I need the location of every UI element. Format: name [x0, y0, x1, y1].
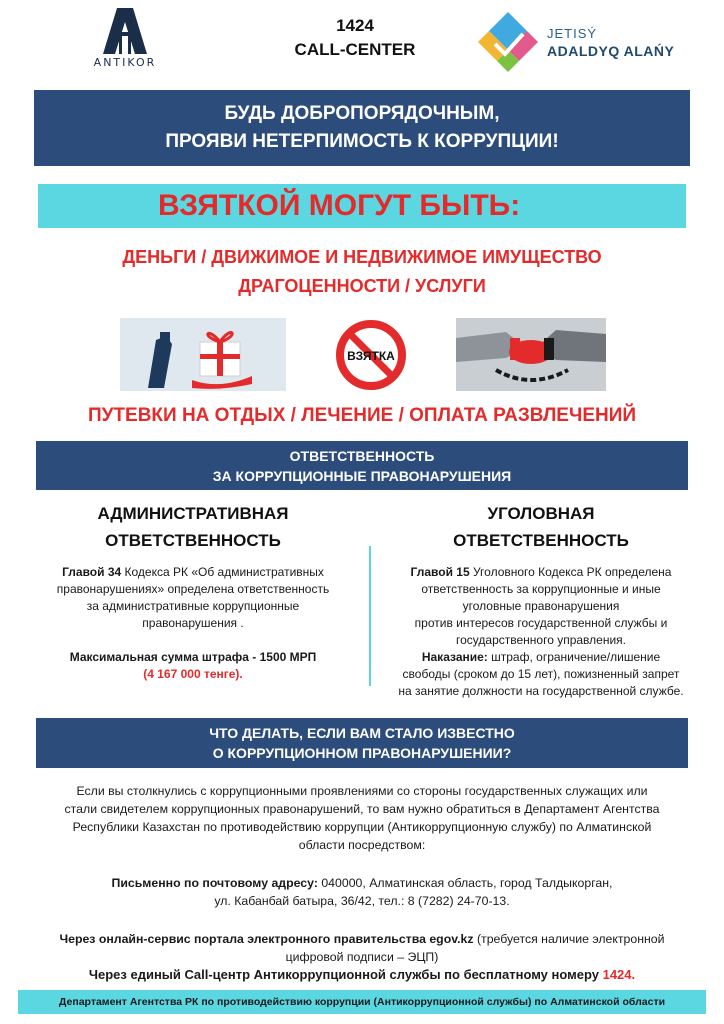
- bribe-heading: ВЗЯТКОЙ МОГУТ БЫТЬ:: [158, 189, 521, 222]
- admin-text4: правонарушения .: [142, 616, 244, 630]
- what-to-do-banner: [36, 718, 688, 768]
- gift-refusal-image: [120, 318, 286, 391]
- admin-fine-label: Максимальная сумма штрафа - 1500 МРП: [69, 650, 317, 664]
- criminal-text3: уголовные правонарушения: [462, 599, 620, 613]
- criminal-title-line2: ОТВЕТСТВЕННОСТЬ: [453, 531, 629, 550]
- top-slogan-banner: [34, 90, 690, 166]
- admin-text3: за административные коррупционные: [86, 599, 300, 613]
- what-to-do-line1: ЧТО ДЕЛАТЬ, ЕСЛИ ВАМ СТАЛО ИЗВЕСТНО: [209, 725, 515, 741]
- criminal-penalty3: на занятие должности на государственной службе.: [398, 684, 684, 698]
- mail-label: Письменно по почтовому адресу:: [111, 876, 318, 890]
- antikor-logo-text: ANTIKOR: [93, 56, 157, 69]
- jetisy-mark-icon: [475, 10, 541, 76]
- online-rest: (требуется наличие электронной: [473, 932, 665, 946]
- criminal-penalty-label: Наказание:: [421, 650, 488, 664]
- bribe-items-line1: ДЕНЬГИ / ДВИЖИМОЕ И НЕДВИЖИМОЕ ИМУЩЕСТВО: [122, 247, 602, 267]
- criminal-chapter: Главой 15: [410, 565, 470, 579]
- phone-block: [20, 966, 704, 984]
- instructions-line1: Если вы столкнулись с коррупционными проявлениями со стороны государственных служащих или: [76, 784, 648, 798]
- responsibility-banner: [36, 441, 688, 490]
- footer-text: Департамент Агентства РК по противодействию коррупции (Антикоррупционной службы) по Алматинской области: [58, 996, 666, 1008]
- jetisy-line2: ADALDYQ ALAŃY: [547, 43, 675, 59]
- bribe-heading-banner: [38, 184, 686, 228]
- jetisy-line1: JETISÝ: [547, 26, 598, 41]
- criminal-text4: против интересов государственной службы и: [414, 616, 668, 630]
- online-line2: цифровой подписи – ЭЦП): [285, 950, 439, 964]
- what-to-do-line2: О КОРРУПЦИОННОМ ПРАВОНАРУШЕНИИ?: [212, 745, 512, 761]
- gift-hand-icon: [120, 318, 286, 391]
- admin-title-line1: АДМИНИСТРАТИВНАЯ: [97, 504, 289, 523]
- admin-title: [28, 500, 358, 554]
- header: [0, 0, 724, 82]
- handcuffs-image: [456, 318, 606, 391]
- bribe-items-line2: ДРАГОЦЕННОСТИ / УСЛУГИ: [238, 276, 486, 296]
- column-divider: [369, 546, 371, 686]
- footer-banner: [18, 990, 706, 1014]
- slogan-line1: БУДЬ ДОБРОПОРЯДОЧНЫМ,: [224, 103, 500, 124]
- criminal-title: [376, 500, 706, 554]
- bribe-items: [20, 243, 704, 301]
- online-label: Через онлайн-сервис портала электронного правительства egov.kz: [59, 932, 474, 946]
- admin-title-line2: ОТВЕТСТВЕННОСТЬ: [105, 531, 281, 550]
- criminal-text1: Уголовного Кодекса РК определена: [469, 565, 672, 579]
- responsibility-line2: ЗА КОРРУПЦИОННЫЕ ПРАВОНАРУШЕНИЯ: [212, 468, 512, 484]
- criminal-penalty1: штраф, ограничение/лишение: [487, 650, 661, 664]
- instructions-line3: Республики Казахстан по противодействию коррупции (Антикоррупционную службу) по Алматинской: [72, 820, 652, 834]
- antikor-mark-icon: [103, 8, 147, 54]
- criminal-text2: ответственность за коррупционные и иные: [421, 582, 661, 596]
- handcuffed-handshake-icon: [456, 318, 606, 391]
- stop-sign-icon: [330, 318, 412, 391]
- admin-text2: правонарушениях» определена ответственность: [56, 582, 330, 596]
- slogan-line2: ПРОЯВИ НЕТЕРПИМОСТЬ К КОРРУПЦИИ!: [165, 131, 559, 152]
- bribe-items-line3: ПУТЕВКИ НА ОТДЫХ / ЛЕЧЕНИЕ / ОПЛАТА РАЗВЛЕЧЕНИЙ: [87, 405, 637, 426]
- admin-fine-amount: (4 167 000 тенге).: [143, 667, 243, 681]
- phone-text: Через единый Call-центр Антикоррупционной службы по бесплатному номеру: [88, 967, 603, 982]
- criminal-penalty2: свободы (сроком до 15 лет), пожизненный запрет: [402, 667, 680, 681]
- responsibility-line1: ОТВЕТСТВЕННОСТЬ: [289, 448, 435, 464]
- admin-text1: Кодекса РК «Об административных: [121, 565, 324, 579]
- admin-text: [28, 564, 358, 683]
- callcenter-number: 1424: [336, 16, 374, 35]
- phone-number: 1424.: [602, 967, 636, 982]
- admin-responsibility-column: [28, 500, 358, 683]
- criminal-responsibility-column: [376, 500, 706, 700]
- instructions-line2: стали свидетелем коррупционных правонарушений, то вам нужно обратиться в Департамент Агентства: [64, 802, 660, 816]
- criminal-title-line1: УГОЛОВНАЯ: [487, 504, 595, 523]
- jetisy-logo: [475, 10, 705, 76]
- antikor-logo: [70, 8, 180, 69]
- criminal-text5: государственного управления.: [456, 633, 626, 647]
- online-service-block: [20, 930, 704, 966]
- callcenter-label: CALL-CENTER: [294, 40, 416, 59]
- mail-line1: 040000, Алматинская область, город Талдыкорган,: [317, 876, 613, 890]
- instructions-line4: области посредством:: [298, 838, 426, 852]
- mail-line2: ул. Кабанбай батыра, 36/42, тел.: 8 (7282) 24-70-13.: [214, 894, 510, 908]
- callcenter-block: [255, 14, 455, 62]
- mail-address-block: [20, 874, 704, 910]
- criminal-text: [376, 564, 706, 700]
- stop-sign-text: ВЗЯТКА: [347, 349, 395, 363]
- instructions-paragraph: [20, 782, 704, 854]
- admin-chapter: Главой 34: [62, 565, 122, 579]
- stop-bribe-image: [330, 318, 412, 391]
